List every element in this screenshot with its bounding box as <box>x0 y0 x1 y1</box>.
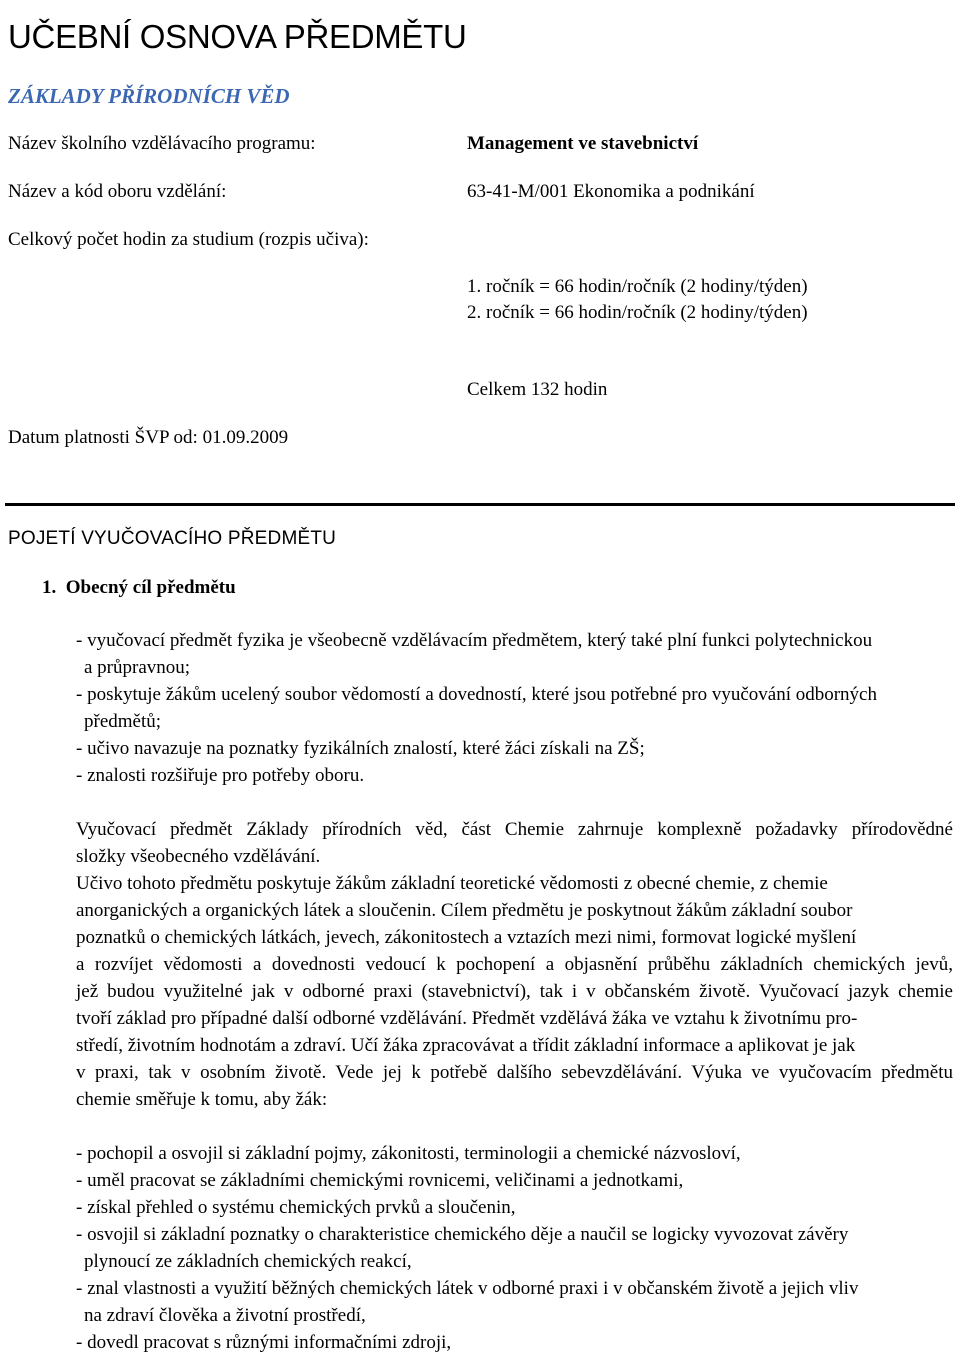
hours-total: Celkem 132 hodin <box>467 379 608 400</box>
aim-line: - uměl pracovat se základními chemickými rovnicemi, veličinami a jednotkami, <box>76 1170 684 1191</box>
aim-line: plynoucí ze základních chemických reakcí, <box>84 1251 412 1272</box>
program-label: Název školního vzdělávacího programu: <box>8 133 316 154</box>
paragraph-line: chemie směřuje k tomu, aby žák: <box>76 1089 328 1110</box>
section-divider <box>5 503 955 506</box>
document-title: UČEBNÍ OSNOVA PŘEDMĚTU <box>8 18 467 55</box>
paragraph-line: poznatků o chemických látkách, jevech, zákonitostech a vztazích mezi nimi, formovat logické myšlení <box>76 927 857 948</box>
goal-line: - poskytuje žákům ucelený soubor vědomostí a dovedností, které jsou potřebné pro vyučování odborných <box>76 684 877 705</box>
hours-year-2: 2. ročník = 66 hodin/ročník (2 hodiny/týden) <box>467 302 808 323</box>
validity-date: Datum platnosti ŠVP od: 01.09.2009 <box>8 427 289 448</box>
paragraph-line: v praxi, tak v osobním životě. Vede jej k potřebě dalšího sebevzdělávání. Výuka ve vyučovacím předmětu <box>76 1062 953 1083</box>
field-label: Název a kód oboru vzdělání: <box>8 181 227 202</box>
paragraph-line: Učivo tohoto předmětu poskytuje žákům základní teoretické vědomosti z obecné chemie, z chemie <box>76 873 828 894</box>
aim-line: - pochopil a osvojil si základní pojmy, zákonitosti, terminologii a chemické názvosloví, <box>76 1143 741 1164</box>
paragraph-line: středí, životním hodnotám a zdraví. Učí žáka zpracovávat a třídit základní informace a aplikovat je jak <box>76 1035 856 1056</box>
aim-line: - získal přehled o systému chemických prvků a sloučenin, <box>76 1197 516 1218</box>
hours-year-1: 1. ročník = 66 hodin/ročník (2 hodiny/týden) <box>467 276 808 297</box>
paragraph-line: složky všeobecného vzdělávání. <box>76 846 321 867</box>
aim-line: - osvojil si základní poznatky o charakteristice chemického děje a naučil se logicky vyvozovat závěry <box>76 1224 849 1245</box>
aim-line: na zdraví člověka a životní prostředí, <box>84 1305 366 1326</box>
field-value: 63-41-M/001 Ekonomika a podnikání <box>467 181 755 202</box>
paragraph-line: jež budou využitelné jak v odborné praxi (stavebnictví), tak i v občanském životě. Vyučovací jazyk chemie <box>76 981 953 1002</box>
hours-label: Celkový počet hodin za studium (rozpis učiva): <box>8 229 369 250</box>
paragraph-line: anorganických a organických látek a sloučenin. Cílem předmětu je poskytnout žákům základní soubor <box>76 900 853 921</box>
paragraph-line: a rozvíjet vědomosti a dovednosti vedoucí k pochopení a objasnění průběhu základních chemických jevů, <box>76 954 953 975</box>
goal-line: - učivo navazuje na poznatky fyzikálních znalostí, které žáci získali na ZŠ; <box>76 738 645 759</box>
subject-title: ZÁKLADY PŘÍRODNÍCH VĚD <box>8 84 290 108</box>
aim-line: - dovedl pracovat s různými informačními zdroji, <box>76 1332 452 1353</box>
goal-line: předmětů; <box>84 711 162 732</box>
goal-heading: 1. Obecný cíl předmětu <box>42 577 236 598</box>
section-heading: POJETÍ VYUČOVACÍHO PŘEDMĚTU <box>8 528 337 549</box>
paragraph-line: tvoří základ pro případné další odborné vzdělávání. Předmět vzdělává žáka ve vztahu k životnímu pro- <box>76 1008 858 1029</box>
paragraph-line: Vyučovací předmět Základy přírodních věd, část Chemie zahrnuje komplexně požadavky přírodovědné <box>76 819 953 840</box>
goal-line: a průpravnou; <box>84 657 191 678</box>
goal-line: - vyučovací předmět fyzika je všeobecně vzdělávacím předmětem, který také plní funkci polytechnickou <box>76 630 873 651</box>
program-value: Management ve stavebnictví <box>467 133 699 154</box>
goal-line: - znalosti rozšiřuje pro potřeby oboru. <box>76 765 365 786</box>
aim-line: - znal vlastnosti a využití běžných chemických látek v odborné praxi i v občanském životě a jejich vliv <box>76 1278 859 1299</box>
